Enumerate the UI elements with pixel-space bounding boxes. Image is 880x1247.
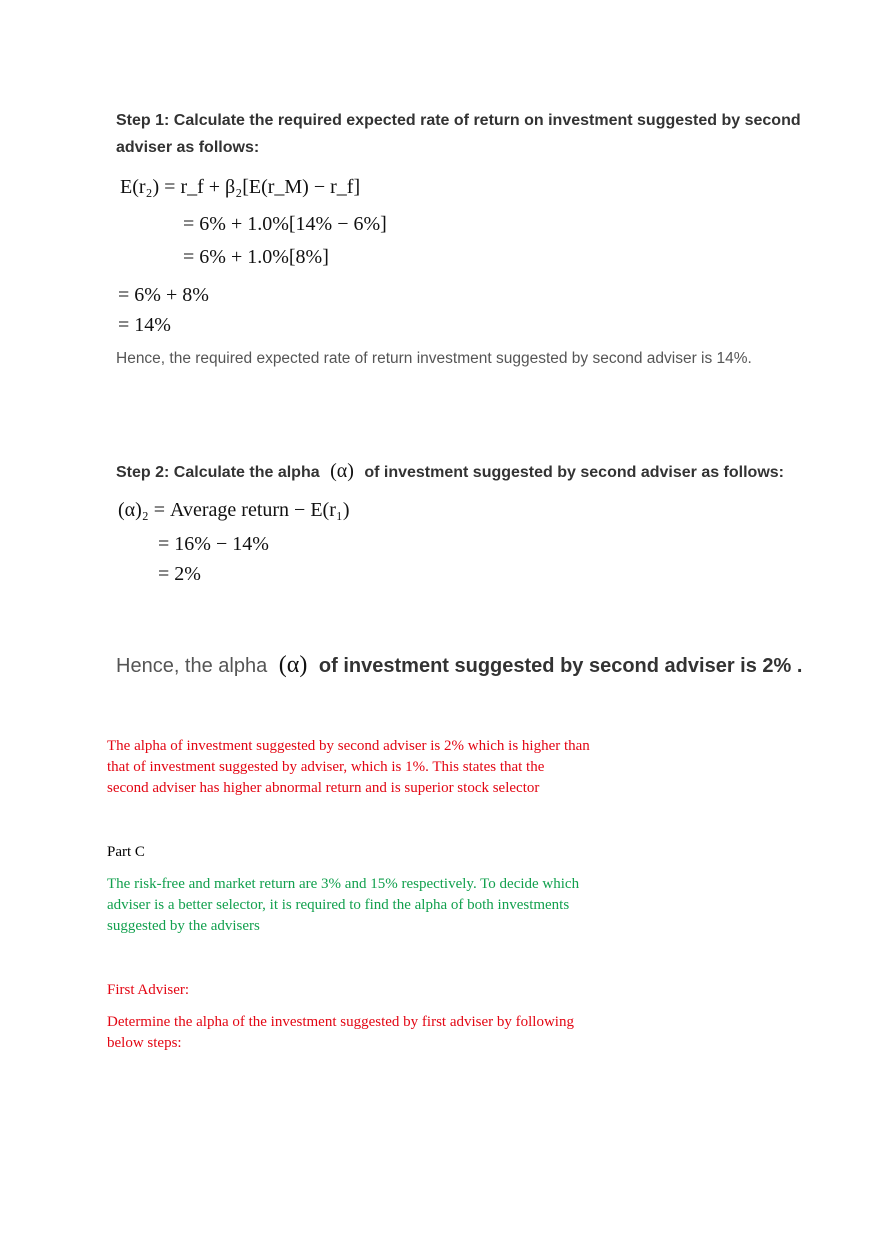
step1-equation-4: = 6% + 8% xyxy=(118,284,209,306)
part-c-title: Part C xyxy=(107,844,145,860)
step1-equation-3: = 6% + 1.0%[8%] xyxy=(183,246,329,268)
alpha-symbol: (α) xyxy=(330,460,354,482)
step2-heading-post: of investment suggested by second adviser as follows: xyxy=(364,464,784,481)
alpha-symbol-large: (α) xyxy=(278,652,308,678)
part-c-green-line1: The risk-free and market return are 3% and 15% respectively. To decide which xyxy=(107,876,580,892)
step1-heading-line1: Step 1: Calculate the required expected rate of return on investment suggested by second xyxy=(116,112,801,129)
first-adviser-line2: below steps: xyxy=(107,1035,182,1051)
note-red-line1: The alpha of investment suggested by second adviser is 2% which is higher than xyxy=(107,738,590,754)
step2-conclusion xyxy=(116,652,802,679)
step2-heading-pre: Step 2: Calculate the alpha xyxy=(116,464,320,481)
first-adviser-title: First Adviser: xyxy=(107,982,190,998)
step2-equation-3: = 2% xyxy=(158,563,201,585)
step2-conclusion-pre: Hence, the alpha xyxy=(116,655,268,677)
step1-equation-5: = 14% xyxy=(118,314,171,336)
step2-equation-1: (α)₂ = Average return − E(r₁) xyxy=(118,499,350,521)
note-red-line3: second adviser has higher abnormal return and is superior stock selector xyxy=(107,780,540,796)
step1-conclusion: Hence, the required expected rate of return investment suggested by second adviser is 14%. xyxy=(116,350,752,367)
part-c-green-line3: suggested by the advisers xyxy=(107,918,260,934)
step1-equation-1: E(r₂) = r_f + β₂[E(r_M) − r_f] xyxy=(120,176,361,198)
step1-heading-line2: adviser as follows: xyxy=(116,139,260,156)
first-adviser-line1: Determine the alpha of the investment suggested by first adviser by following xyxy=(107,1014,574,1030)
step1-equation-2: = 6% + 1.0%[14% − 6%] xyxy=(183,213,387,235)
step2-heading xyxy=(116,460,784,483)
note-red-line2: that of investment suggested by adviser, which is 1%. This states that the xyxy=(107,759,545,775)
part-c-green-line2: adviser is a better selector, it is required to find the alpha of both investments xyxy=(107,897,570,913)
step2-conclusion-post: of investment suggested by second adviser is 2% . xyxy=(318,655,803,677)
step2-equation-2: = 16% − 14% xyxy=(158,533,269,555)
